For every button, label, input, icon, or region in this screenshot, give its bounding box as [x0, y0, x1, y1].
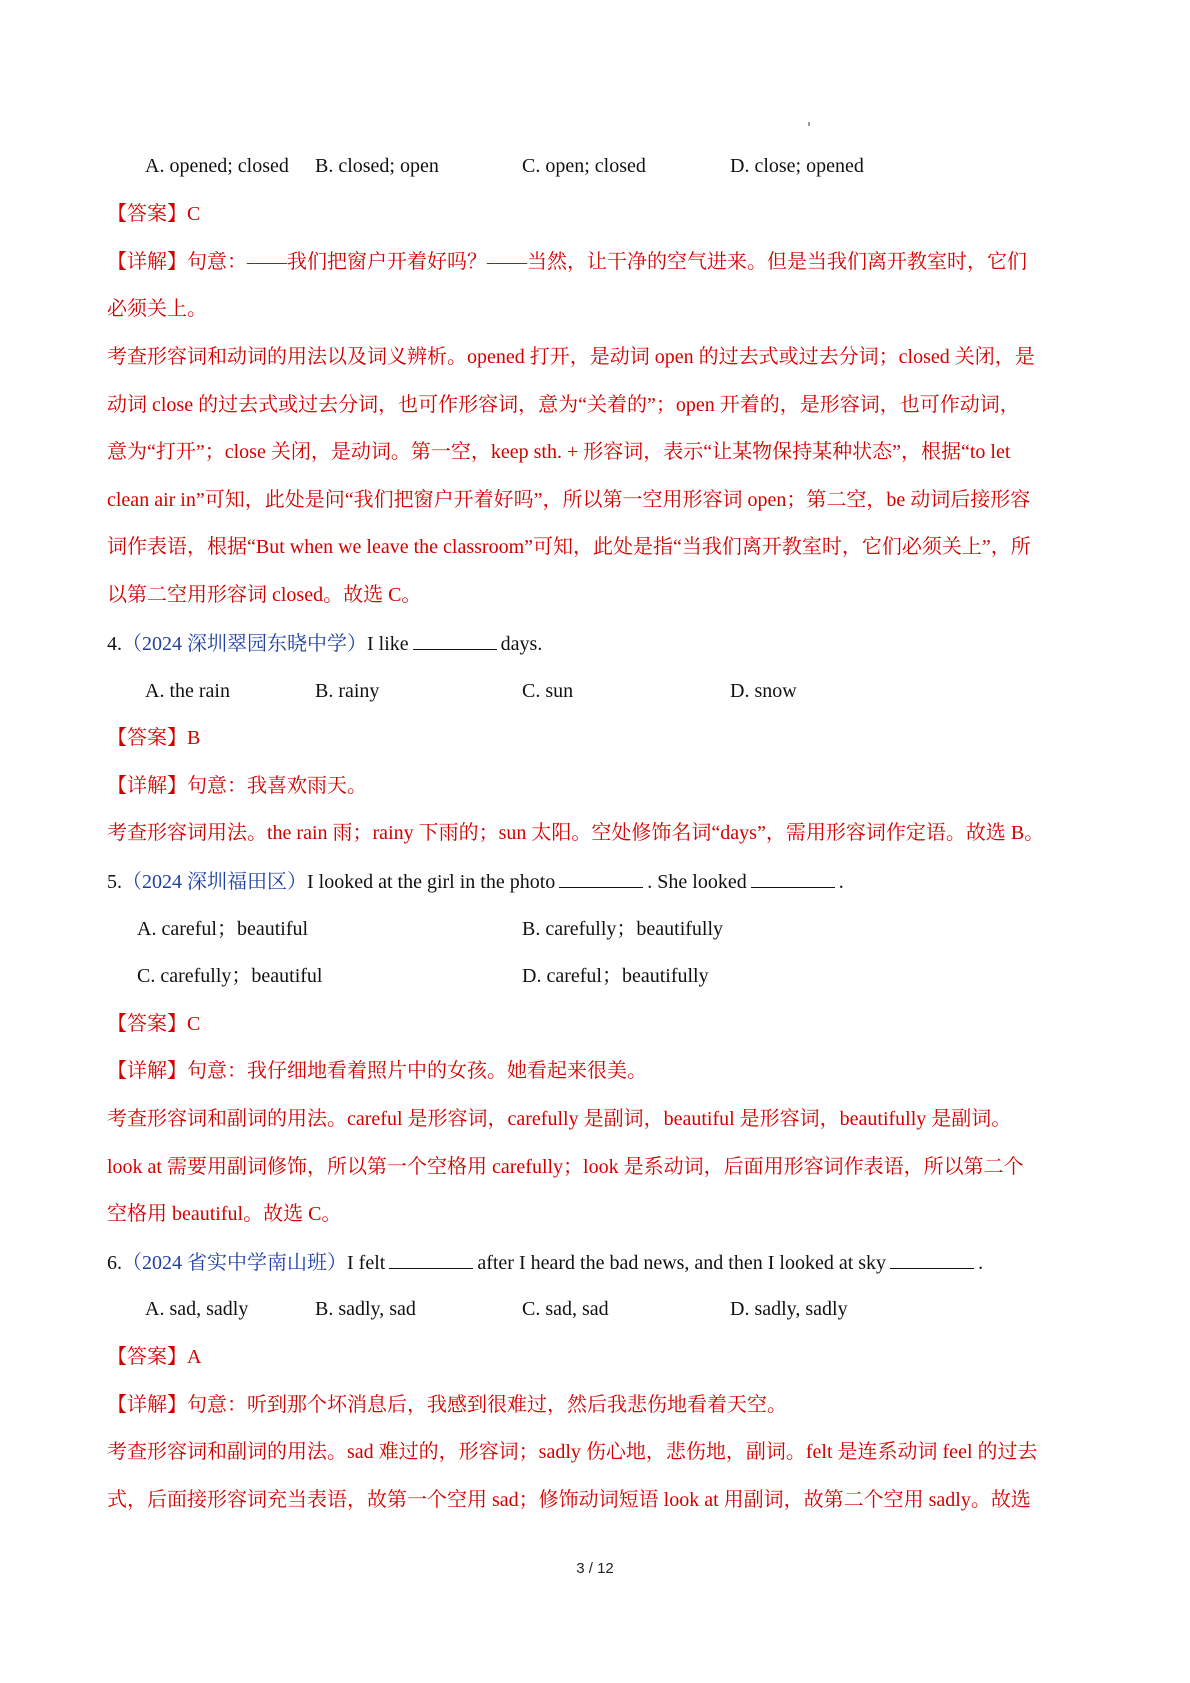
- q6-option-a: A. sad, sadly: [145, 1298, 249, 1320]
- answer-value: B: [187, 727, 201, 749]
- answer-blank: [389, 1250, 473, 1269]
- q4-detail: [107, 774, 1087, 798]
- scan-mark: [808, 122, 810, 126]
- stem-text: . She looked: [647, 871, 747, 893]
- q3-option-b: B. closed; open: [315, 155, 439, 177]
- detail-tag: 【详解】: [107, 775, 187, 797]
- detail-text: 句意：——我们把窗户开着好吗？——当然，让干净的空气进来。但是当我们离开教室时，它们: [187, 251, 1027, 273]
- q6-detail: [107, 1393, 1087, 1417]
- q5-analysis-line: 考查形容词和副词的用法。careful 是形容词，carefully 是副词，beautiful 是形容词，beautifully 是副词。: [107, 1108, 1012, 1130]
- q5-analysis-line: look at 需要用副词修饰，所以第一个空格用 carefully；look 是系动词，后面用形容词作表语，所以第二个: [107, 1156, 1024, 1178]
- stem-text: .: [838, 871, 844, 893]
- q5-option-c: C. carefully；beautiful: [137, 965, 323, 987]
- q4-option-c: C. sun: [522, 680, 574, 702]
- detail-text: 句意：我喜欢雨天。: [187, 775, 367, 797]
- question-number: 6.: [107, 1252, 122, 1274]
- answer-blank: [890, 1250, 974, 1269]
- q4-option-b: B. rainy: [315, 680, 380, 702]
- detail-text: 句意：听到那个坏消息后，我感到很难过，然后我悲伤地看着天空。: [187, 1394, 787, 1416]
- q3-analysis-line: 以第二空用形容词 closed。故选 C。: [107, 584, 422, 606]
- detail-tag: 【详解】: [107, 1394, 187, 1416]
- q6-option-b: B. sadly, sad: [315, 1298, 416, 1320]
- stem-text: I looked at the girl in the photo: [307, 871, 556, 893]
- q5-analysis-line: 空格用 beautiful。故选 C。: [107, 1203, 342, 1225]
- q4-answer: [107, 726, 1087, 750]
- q6-analysis-line: 式，后面接形容词充当表语，故第一个空用 sad；修饰动词短语 look at 用副词，故第二个空用 sadly。故选: [107, 1489, 1031, 1511]
- q6-option-d: D. sadly, sadly: [730, 1298, 848, 1320]
- question-source: （2024 深圳翠园东晓中学）: [122, 633, 367, 655]
- stem-text: after I heard the bad news, and then I looked at sky: [477, 1252, 887, 1274]
- answer-value: A: [187, 1346, 202, 1368]
- q5-option-d: D. careful；beautifully: [522, 965, 709, 987]
- q3-detail-line-1: [107, 250, 1087, 274]
- q4-stem: [107, 631, 1087, 656]
- detail-text: 句意：我仔细地看着照片中的女孩。她看起来很美。: [187, 1060, 647, 1082]
- q3-analysis-line: 动词 close 的过去式或过去分词，也可作形容词，意为“关着的”；open 开着的，是形容词，也可作动词，: [107, 394, 1020, 416]
- answer-blank: [413, 631, 497, 650]
- q3-option-d: D. close; opened: [730, 155, 864, 177]
- q3-option-a: A. opened; closed: [145, 155, 289, 177]
- detail-tag: 【详解】: [107, 1060, 187, 1082]
- question-number: 5.: [107, 871, 122, 893]
- stem-text: .: [978, 1252, 984, 1274]
- q6-stem: [107, 1250, 1087, 1275]
- answer-blank: [751, 869, 835, 888]
- answer-tag: 【答案】: [107, 1346, 187, 1368]
- q3-option-c: C. open; closed: [522, 155, 646, 177]
- answer-value: C: [187, 203, 201, 225]
- q5-answer: [107, 1012, 1087, 1036]
- q6-analysis-line: 考查形容词和副词的用法。sad 难过的，形容词；sadly 伤心地，悲伤地，副词。felt 是连系动词 feel 的过去: [107, 1441, 1038, 1463]
- stem-text: I like: [367, 633, 409, 655]
- question-number: 4.: [107, 633, 122, 655]
- q6-answer: [107, 1345, 1087, 1369]
- q3-analysis-line: clean air in”可知，此处是问“我们把窗户开着好吗”，所以第一空用形容词 open；第二空，be 动词后接形容: [107, 489, 1031, 511]
- q5-detail: [107, 1059, 1087, 1083]
- answer-blank: [559, 869, 643, 888]
- q3-detail-line-2: 必须关上。: [107, 298, 207, 320]
- detail-tag: 【详解】: [107, 251, 187, 273]
- answer-tag: 【答案】: [107, 203, 187, 225]
- q4-option-a: A. the rain: [145, 680, 230, 702]
- q5-option-b: B. carefully；beautifully: [522, 918, 724, 940]
- q3-analysis-line: 意为“打开”；close 关闭，是动词。第一空，keep sth. + 形容词，表示“让某物保持某种状态”，根据“to let: [107, 441, 1011, 463]
- q3-analysis-line: 词作表语，根据“But when we leave the classroom”可知，此处是指“当我们离开教室时，它们必须关上”，所: [107, 536, 1031, 558]
- stem-text: I felt: [347, 1252, 386, 1274]
- answer-tag: 【答案】: [107, 727, 187, 749]
- q3-analysis-line: 考查形容词和动词的用法以及词义辨析。opened 打开，是动词 open 的过去式或过去分词；closed 关闭，是: [107, 346, 1035, 368]
- stem-text: days.: [500, 633, 543, 655]
- q5-stem: [107, 869, 1087, 894]
- answer-tag: 【答案】: [107, 1013, 187, 1035]
- q6-option-c: C. sad, sad: [522, 1298, 609, 1320]
- q4-option-d: D. snow: [730, 680, 797, 702]
- question-source: （2024 省实中学南山班）: [122, 1252, 347, 1274]
- q4-analysis: 考查形容词用法。the rain 雨；rainy 下雨的；sun 太阳。空处修饰名词“days”，需用形容词作定语。故选 B。: [107, 822, 1045, 844]
- question-source: （2024 深圳福田区）: [122, 871, 307, 893]
- q5-option-a: A. careful；beautiful: [137, 918, 309, 940]
- q3-answer: [107, 202, 1087, 226]
- page-number: 3 / 12: [576, 1560, 614, 1577]
- answer-value: C: [187, 1013, 201, 1035]
